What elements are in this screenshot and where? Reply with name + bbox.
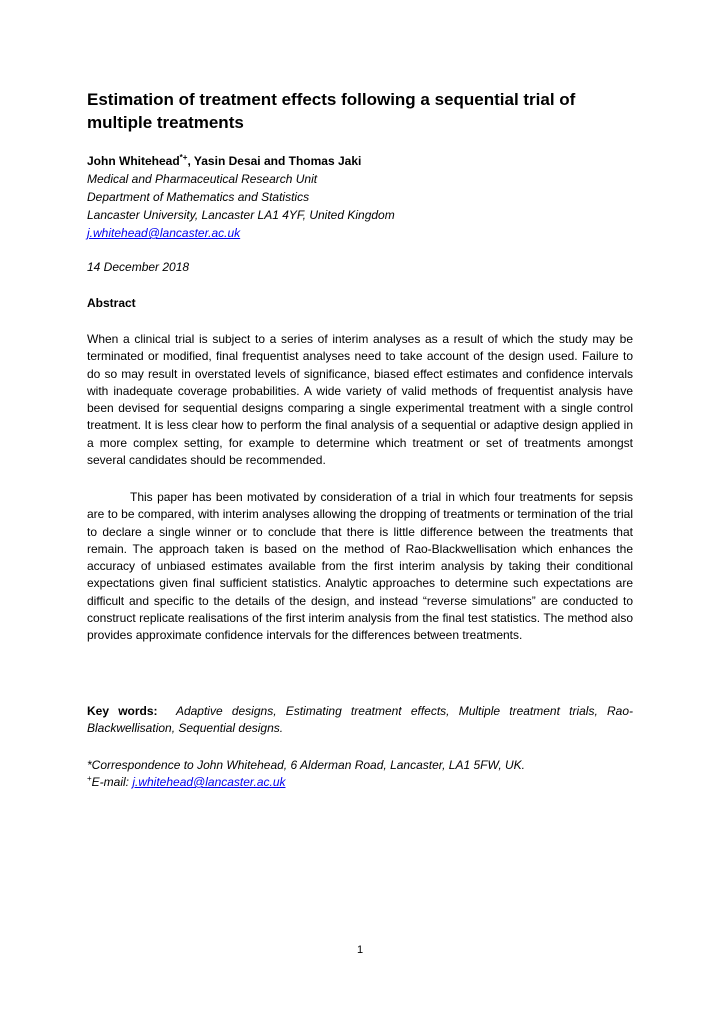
correspondence-email-line [87,773,286,791]
abstract-heading: Abstract [87,296,136,310]
abstract-paragraph-2: This paper has been motivated by consideration of a trial in which four treatments for sepsis are to be compared, with interim analyses allowing the dropping of treatments or termination of the trial to declare a single winner or to conclude that there is little difference between the treatments that remain. The approach taken is based on the method of Rao-Blackwellisation which enhances the accuracy of unbiased estimates available from the first interim analysis by taking their conditional expectations given final sufficient statistics. Analytic approaches to determine such expectations are difficult and specific to the details of the design, and instead “reverse simulations” are conducted to construct replicate realisations of the first interim analysis from the final test statistics. The method also provides approximate confidence intervals for the differences between treatments. [87,490,633,643]
affiliation-unit: Medical and Pharmaceutical Research Unit [87,172,318,186]
affiliation-department: Department of Mathematics and Statistics [87,190,310,204]
paper-date: 14 December 2018 [87,260,190,274]
paper-title: Estimation of treatment effects following a sequential trial of multiple treatments [87,90,576,132]
affiliation-university: Lancaster University, Lancaster LA1 4YF, United Kingdom [87,208,395,222]
keywords-label: Key words: [87,704,158,718]
author-names-rest: , Yasin Desai and Thomas Jaki [187,154,362,168]
author-name: John Whitehead [87,154,180,168]
keywords [87,703,633,738]
page-number: 1 [356,944,364,956]
author-email-link[interactable]: j.whitehead@lancaster.ac.uk [87,226,241,240]
abstract-paragraph-1: When a clinical trial is subject to a series of interim analyses as a result of which the study may be terminated or modified, final frequentist analyses need to take account of the design used. Failure to do so may result in overstated levels of significance, biased effect estimates and confidence intervals with inadequate coverage probabilities. A wide variety of valid methods of frequentist analysis have been devised for sequential designs comparing a single experimental treatment with a single control treatment. It is less clear how to perform the final analysis of a sequential or adaptive design applied in a more complex setting, for example to determine which treatment or set of treatments amongst several candidates should be recommended. [87,332,633,468]
keywords-text: Adaptive designs, Estimating treatment effects, Multiple treatment trials, Rao-Blackwellisation, Sequential designs. [87,704,633,736]
author-list [87,152,361,170]
correspondence-line: *Correspondence to John Whitehead, 6 Alderman Road, Lancaster, LA1 5FW, UK. [87,758,526,772]
email-label: E-mail: [91,775,133,789]
author-marker: *+ [179,153,188,162]
correspondence-email-link[interactable]: j.whitehead@lancaster.ac.uk [132,775,286,789]
affiliation-email-line [87,224,240,242]
email-marker: + [87,774,92,783]
